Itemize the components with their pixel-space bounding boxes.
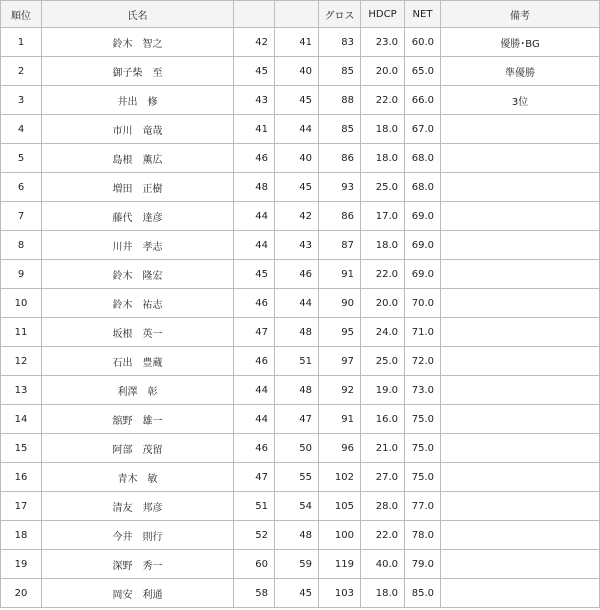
cell-hdcp: 16.0 (361, 405, 405, 434)
cell-rank: 2 (1, 57, 42, 86)
cell-hdcp: 25.0 (361, 173, 405, 202)
cell-name: 岡安 利通 (42, 579, 234, 608)
cell-gross: 96 (319, 434, 361, 463)
cell-rank: 9 (1, 260, 42, 289)
table-row (1, 231, 600, 260)
header-hdcp: HDCP (361, 1, 405, 28)
cell-name: 川井 孝志 (42, 231, 234, 260)
cell-in: 40 (275, 144, 319, 173)
cell-hdcp: 28.0 (361, 492, 405, 521)
cell-rank: 16 (1, 463, 42, 492)
cell-net: 71.0 (405, 318, 441, 347)
header-out (234, 1, 275, 28)
table-row (1, 579, 600, 608)
cell-remarks (441, 550, 600, 579)
cell-out: 46 (234, 144, 275, 173)
cell-in: 51 (275, 347, 319, 376)
cell-name: 舘野 雄一 (42, 405, 234, 434)
cell-rank: 14 (1, 405, 42, 434)
table-row (1, 463, 600, 492)
cell-in: 41 (275, 28, 319, 57)
cell-gross: 92 (319, 376, 361, 405)
cell-net: 67.0 (405, 115, 441, 144)
cell-out: 47 (234, 463, 275, 492)
cell-gross: 93 (319, 173, 361, 202)
cell-rank: 13 (1, 376, 42, 405)
cell-out: 46 (234, 434, 275, 463)
table-row (1, 405, 600, 434)
cell-remarks (441, 144, 600, 173)
cell-in: 47 (275, 405, 319, 434)
table-row (1, 550, 600, 579)
cell-name: 今井 則行 (42, 521, 234, 550)
cell-in: 59 (275, 550, 319, 579)
cell-in: 44 (275, 289, 319, 318)
cell-gross: 97 (319, 347, 361, 376)
cell-hdcp: 18.0 (361, 144, 405, 173)
cell-out: 44 (234, 405, 275, 434)
cell-gross: 91 (319, 405, 361, 434)
cell-gross: 100 (319, 521, 361, 550)
cell-gross: 102 (319, 463, 361, 492)
cell-out: 46 (234, 289, 275, 318)
cell-hdcp: 19.0 (361, 376, 405, 405)
cell-remarks (441, 260, 600, 289)
cell-rank: 7 (1, 202, 42, 231)
cell-rank: 5 (1, 144, 42, 173)
cell-remarks (441, 579, 600, 608)
cell-in: 54 (275, 492, 319, 521)
cell-gross: 105 (319, 492, 361, 521)
cell-name: 島根 薫広 (42, 144, 234, 173)
table-row (1, 144, 600, 173)
header-name: 氏名 (42, 1, 234, 28)
cell-name: 阿部 茂留 (42, 434, 234, 463)
cell-name: 藤代 達彦 (42, 202, 234, 231)
cell-name: 利澤 彰 (42, 376, 234, 405)
cell-hdcp: 22.0 (361, 260, 405, 289)
cell-in: 55 (275, 463, 319, 492)
cell-out: 51 (234, 492, 275, 521)
cell-net: 85.0 (405, 579, 441, 608)
cell-in: 45 (275, 579, 319, 608)
cell-hdcp: 27.0 (361, 463, 405, 492)
cell-gross: 90 (319, 289, 361, 318)
cell-in: 43 (275, 231, 319, 260)
header-in (275, 1, 319, 28)
cell-net: 70.0 (405, 289, 441, 318)
cell-rank: 17 (1, 492, 42, 521)
cell-remarks (441, 231, 600, 260)
cell-remarks (441, 318, 600, 347)
cell-rank: 18 (1, 521, 42, 550)
cell-gross: 95 (319, 318, 361, 347)
results-table-body (1, 1, 600, 608)
cell-rank: 1 (1, 28, 42, 57)
cell-remarks (441, 347, 600, 376)
cell-net: 66.0 (405, 86, 441, 115)
cell-remarks (441, 173, 600, 202)
cell-name: 鈴木 祐志 (42, 289, 234, 318)
cell-in: 48 (275, 521, 319, 550)
cell-net: 77.0 (405, 492, 441, 521)
cell-net: 79.0 (405, 550, 441, 579)
cell-in: 50 (275, 434, 319, 463)
cell-remarks (441, 434, 600, 463)
cell-net: 68.0 (405, 173, 441, 202)
cell-remarks (441, 289, 600, 318)
cell-name: 鈴木 隆宏 (42, 260, 234, 289)
table-row (1, 492, 600, 521)
header-rank: 順位 (1, 1, 42, 28)
cell-remarks (441, 202, 600, 231)
cell-hdcp: 18.0 (361, 231, 405, 260)
cell-name: 井出 修 (42, 86, 234, 115)
table-row (1, 347, 600, 376)
cell-net: 69.0 (405, 260, 441, 289)
cell-name: 清友 邦彦 (42, 492, 234, 521)
cell-rank: 8 (1, 231, 42, 260)
cell-hdcp: 23.0 (361, 28, 405, 57)
table-row (1, 434, 600, 463)
cell-hdcp: 20.0 (361, 289, 405, 318)
cell-gross: 86 (319, 144, 361, 173)
cell-out: 42 (234, 28, 275, 57)
table-row (1, 260, 600, 289)
cell-net: 75.0 (405, 463, 441, 492)
cell-hdcp: 21.0 (361, 434, 405, 463)
cell-net: 65.0 (405, 57, 441, 86)
cell-name: 深野 秀一 (42, 550, 234, 579)
cell-out: 47 (234, 318, 275, 347)
cell-out: 52 (234, 521, 275, 550)
table-row (1, 173, 600, 202)
cell-out: 45 (234, 260, 275, 289)
cell-remarks (441, 463, 600, 492)
cell-gross: 85 (319, 57, 361, 86)
cell-in: 44 (275, 115, 319, 144)
cell-net: 75.0 (405, 434, 441, 463)
header-row (1, 1, 600, 28)
cell-hdcp: 24.0 (361, 318, 405, 347)
cell-out: 44 (234, 376, 275, 405)
cell-net: 68.0 (405, 144, 441, 173)
header-gross: グロス (319, 1, 361, 28)
cell-net: 73.0 (405, 376, 441, 405)
cell-in: 48 (275, 318, 319, 347)
cell-remarks: 準優勝 (441, 57, 600, 86)
cell-rank: 10 (1, 289, 42, 318)
cell-name: 青木 敏 (42, 463, 234, 492)
table-row (1, 521, 600, 550)
cell-name: 市川 竜哉 (42, 115, 234, 144)
cell-rank: 15 (1, 434, 42, 463)
cell-out: 43 (234, 86, 275, 115)
cell-name: 石出 豊蔵 (42, 347, 234, 376)
cell-in: 46 (275, 260, 319, 289)
cell-rank: 3 (1, 86, 42, 115)
cell-remarks (441, 376, 600, 405)
table-row (1, 57, 600, 86)
cell-remarks (441, 405, 600, 434)
cell-out: 60 (234, 550, 275, 579)
cell-net: 72.0 (405, 347, 441, 376)
cell-gross: 88 (319, 86, 361, 115)
cell-rank: 6 (1, 173, 42, 202)
cell-gross: 83 (319, 28, 361, 57)
cell-out: 41 (234, 115, 275, 144)
cell-in: 42 (275, 202, 319, 231)
cell-out: 48 (234, 173, 275, 202)
cell-net: 69.0 (405, 231, 441, 260)
cell-gross: 91 (319, 260, 361, 289)
cell-remarks: 3位 (441, 86, 600, 115)
cell-gross: 85 (319, 115, 361, 144)
cell-out: 46 (234, 347, 275, 376)
cell-hdcp: 20.0 (361, 57, 405, 86)
cell-gross: 87 (319, 231, 361, 260)
cell-hdcp: 22.0 (361, 521, 405, 550)
cell-gross: 119 (319, 550, 361, 579)
cell-remarks: 優勝･BG (441, 28, 600, 57)
cell-out: 58 (234, 579, 275, 608)
table-row (1, 202, 600, 231)
cell-name: 増田 正樹 (42, 173, 234, 202)
cell-remarks (441, 115, 600, 144)
table-row (1, 318, 600, 347)
cell-in: 48 (275, 376, 319, 405)
cell-gross: 103 (319, 579, 361, 608)
cell-out: 45 (234, 57, 275, 86)
table-row (1, 28, 600, 57)
cell-name: 鈴木 智之 (42, 28, 234, 57)
header-net: NET (405, 1, 441, 28)
cell-out: 44 (234, 202, 275, 231)
cell-net: 60.0 (405, 28, 441, 57)
cell-rank: 20 (1, 579, 42, 608)
cell-hdcp: 25.0 (361, 347, 405, 376)
cell-remarks (441, 521, 600, 550)
cell-in: 45 (275, 86, 319, 115)
cell-hdcp: 18.0 (361, 579, 405, 608)
cell-rank: 19 (1, 550, 42, 579)
cell-hdcp: 22.0 (361, 86, 405, 115)
cell-remarks (441, 492, 600, 521)
cell-hdcp: 18.0 (361, 115, 405, 144)
cell-net: 75.0 (405, 405, 441, 434)
cell-name: 御子柴 至 (42, 57, 234, 86)
table-row (1, 115, 600, 144)
table-row (1, 289, 600, 318)
cell-net: 69.0 (405, 202, 441, 231)
cell-in: 40 (275, 57, 319, 86)
cell-rank: 12 (1, 347, 42, 376)
table-row (1, 86, 600, 115)
header-remarks: 備考 (441, 1, 600, 28)
cell-name: 坂根 英一 (42, 318, 234, 347)
cell-net: 78.0 (405, 521, 441, 550)
cell-out: 44 (234, 231, 275, 260)
cell-gross: 86 (319, 202, 361, 231)
table-row (1, 376, 600, 405)
cell-rank: 11 (1, 318, 42, 347)
cell-in: 45 (275, 173, 319, 202)
cell-hdcp: 40.0 (361, 550, 405, 579)
cell-rank: 4 (1, 115, 42, 144)
cell-hdcp: 17.0 (361, 202, 405, 231)
